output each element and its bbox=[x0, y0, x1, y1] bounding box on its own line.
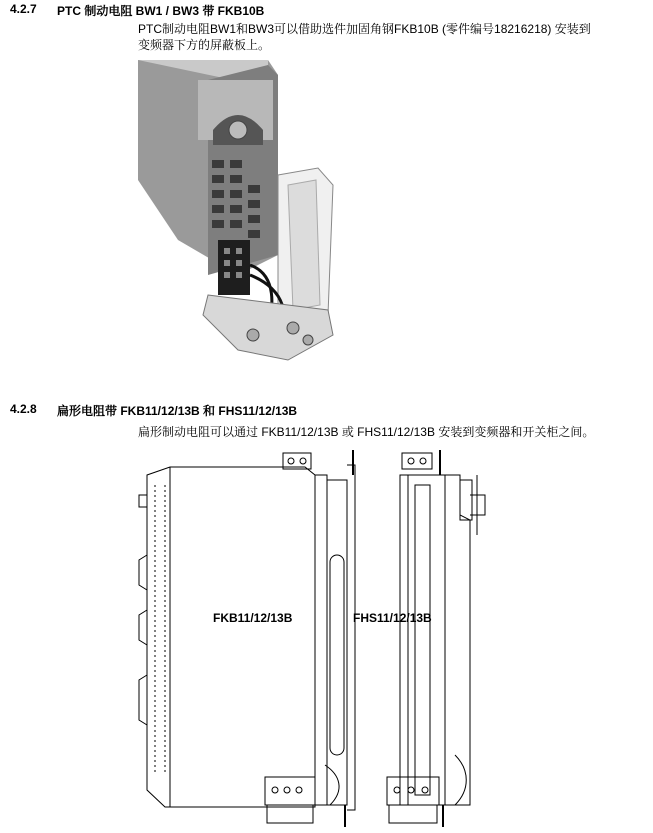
section-body-428: 扁形制动电阻可以通过 FKB11/12/13B 或 FHS11/12/13B 安装到变频器和开关柜之间。 bbox=[138, 425, 595, 439]
section-body-427-line2: 变频器下方的屏蔽板上。 bbox=[138, 38, 271, 52]
label-fkb: FKB11/12/13B bbox=[213, 611, 293, 625]
section-body-427-line1: PTC制动电阻BW1和BW3可以借助选件加固角钢FKB10B (零件编号18216218) 安装到 bbox=[138, 22, 591, 36]
section-number-428: 4.2.8 bbox=[10, 402, 37, 416]
section-number-427: 4.2.7 bbox=[10, 2, 37, 16]
inverter-ptc-photo bbox=[138, 60, 338, 365]
section-title-427: PTC 制动电阻 BW1 / BW3 带 FKB10B bbox=[57, 4, 265, 18]
mounting-diagram bbox=[125, 445, 500, 830]
section-title-428: 扁形电阻带 FKB11/12/13B 和 FHS11/12/13B bbox=[57, 404, 298, 418]
label-fhs: FHS11/12/13B bbox=[353, 611, 432, 625]
